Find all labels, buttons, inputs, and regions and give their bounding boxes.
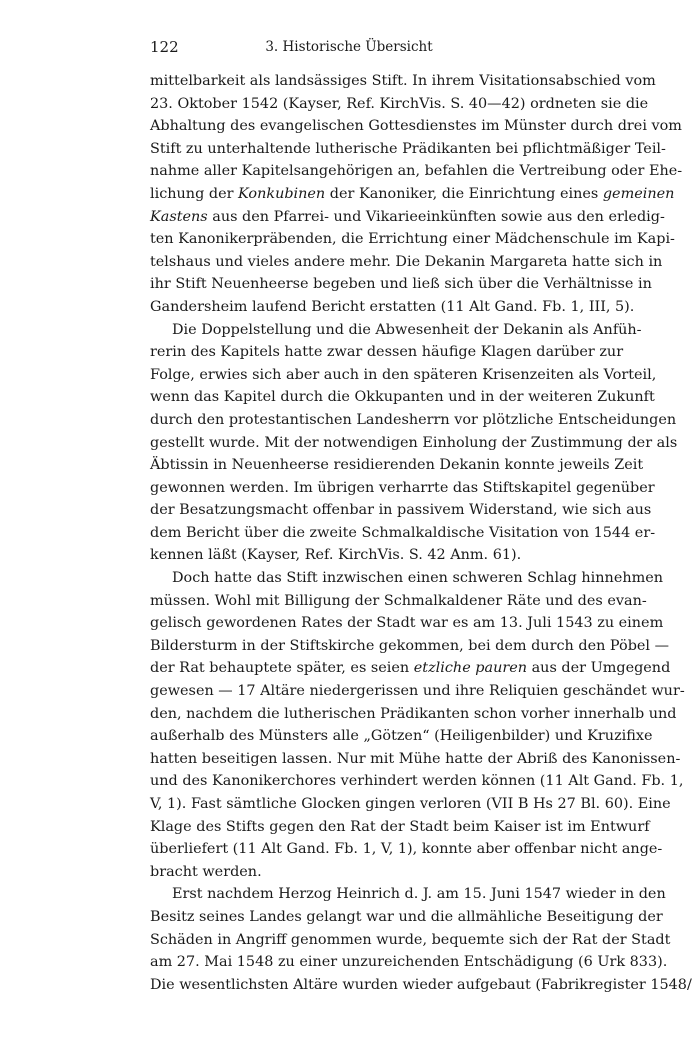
text-line — [150, 138, 666, 161]
text-run: dem Bericht über die zweite Schmalkaldische Visitation von 1544 er- — [150, 524, 656, 541]
text-run: telshaus und vieles andere mehr. Die Dekanin Margareta hatte sich in — [150, 253, 663, 270]
text-run: mittelbarkeit als landsässiges Stift. In ihrem Visitationsabschied vom — [150, 73, 656, 89]
text-line — [150, 251, 663, 274]
text-line — [150, 793, 671, 816]
text-line — [150, 499, 652, 522]
text-line — [150, 70, 656, 93]
text-line — [150, 228, 675, 251]
paragraph — [150, 70, 683, 319]
text-line — [150, 748, 681, 771]
text-line — [150, 477, 655, 500]
text-run: gewesen — 17 Altäre niedergerissen und ihre Reliquien geschändet wur- — [150, 683, 685, 700]
text-run: aus den Pfarrei- und Vikarieeinkünften sowie aus den erledig- — [207, 208, 665, 225]
text-line — [150, 906, 663, 929]
text-run: durch den protestantischen Landesherrn vor plötzliche Entscheidungen — [150, 411, 677, 428]
text-line — [150, 929, 671, 952]
text-run: Die Doppelstellung und die Abwesenheit der Dekanin als Anfüh- — [172, 321, 642, 338]
text-line — [150, 522, 656, 545]
text-run: ihr Stift Neuenheerse begeben und ließ sich über die Verhältnisse in — [150, 276, 652, 293]
text-run: Schäden in Angriff genommen wurde, bequemte sich der Rat der Stadt — [150, 931, 671, 948]
text-line — [150, 206, 665, 229]
text-run: lichung der — [150, 185, 239, 202]
text-run: wenn das Kapitel durch die Okkupanten und in der weiteren Zukunft — [150, 389, 655, 406]
text-line — [150, 93, 649, 116]
text-line — [150, 319, 642, 342]
text-run: 23. Oktober 1542 (Kayser, Ref. KirchVis. S. 40—42) ordneten sie die — [150, 95, 649, 112]
text-line — [150, 883, 666, 906]
text-run: rerin des Kapitels hatte zwar dessen häufige Klagen darüber zur — [150, 344, 624, 361]
text-run: bracht werden. — [150, 863, 262, 880]
text-line — [150, 657, 671, 680]
text-line — [150, 567, 664, 590]
text-line — [150, 544, 548, 567]
text-line — [150, 635, 669, 658]
text-run: den, nachdem die lutherischen Prädikanten schon vorher innerhalb und — [150, 705, 677, 722]
text-line — [150, 680, 685, 703]
text-run: V, 1). Fast sämtliche Glocken gingen verloren (VII B Hs 27 Bl. 60). Eine — [150, 796, 671, 812]
paragraph — [150, 319, 678, 568]
text-run: kennen läßt (Kayser, Ref. KirchVis. S. 42 Anm. 61). — [150, 547, 522, 564]
text-run: Folge, erwies sich aber auch in den späteren Krisenzeiten als Vorteil, — [150, 366, 657, 383]
text-line — [150, 273, 652, 296]
text-run: gelisch gewordenen Rates der Stadt war es am 13. Juli 1543 zu einem — [150, 615, 664, 632]
text-run: Klage des Stifts gegen den Rat der Stadt beim Kaiser ist im Entwurf — [150, 818, 650, 835]
text-line — [150, 725, 653, 748]
text-line — [150, 861, 548, 884]
text-run: überliefert (11 Alt Gand. Fb. 1, V, 1), konnte aber offenbar nicht ange- — [150, 841, 663, 858]
text-line — [150, 183, 675, 206]
text-run: aus der Umgegend — [527, 660, 671, 677]
text-run: Gandersheim laufend Bericht erstatten (11 Alt Gand. Fb. 1, III, 5). — [150, 298, 635, 315]
text-run: am 27. Mai 1548 zu einer unzureichenden Entschädigung (6 Urk 833). — [150, 954, 668, 971]
text-run: Bildersturm in der Stiftskirche gekommen, bei dem durch den Pöbel — — [150, 637, 669, 654]
text-run: der Kanoniker, die Einrichtung eines — [325, 185, 603, 202]
text-line — [150, 341, 624, 364]
text-line — [150, 296, 635, 319]
text-run: Erst nachdem Herzog Heinrich d. J. am 15. Juni 1547 wieder in den — [172, 886, 666, 903]
page-header — [150, 38, 548, 62]
text-run: nahme aller Kapitelsangehörigen an, befahlen die Vertreibung oder Ehe- — [150, 163, 683, 180]
paragraph — [150, 567, 685, 883]
text-run: und des Kanonikerchores verhindert werden können (11 Alt Gand. Fb. 1, — [150, 773, 684, 790]
text-run: gewonnen werden. Im übrigen verharrte das Stiftskapitel gegenüber — [150, 479, 655, 496]
text-line — [150, 703, 677, 726]
text-line — [150, 115, 682, 138]
text-run: müssen. Wohl mit Billigung der Schmalkaldener Räte und des evan- — [150, 592, 647, 609]
text-line — [150, 816, 650, 839]
text-line — [150, 974, 692, 997]
text-run: Abhaltung des evangelischen Gottesdienstes im Münster durch drei vom — [150, 118, 682, 135]
body-text — [150, 70, 692, 996]
text-line — [150, 838, 663, 861]
text-run: Die wesentlichsten Altäre wurden wieder aufgebaut (Fabrikregister 1548/ — [150, 976, 692, 993]
text-run: ten Kanonikerpräbenden, die Errichtung einer Mädchenschule im Kapi- — [150, 231, 675, 248]
text-line — [150, 770, 684, 793]
text-run: Äbtissin in Neuenheerse residierenden Dekanin konnte jeweils Zeit — [150, 457, 644, 474]
text-run: hatten beseitigen lassen. Nur mit Mühe hatte der Abriß des Kanonissen- — [150, 750, 681, 767]
text-line — [150, 454, 644, 477]
text-line — [150, 386, 655, 409]
text-run: der Besatzungsmacht offenbar in passivem Widerstand, wie sich aus — [150, 502, 652, 519]
text-run: gestellt wurde. Mit der notwendigen Einholung der Zustimmung der als — [150, 434, 678, 451]
italic-term: etzliche pauren — [413, 660, 528, 677]
italic-term: Konkubinen — [238, 185, 326, 202]
text-line — [150, 590, 647, 613]
italic-term: gemeinen — [602, 185, 675, 202]
text-run: Doch hatte das Stift inzwischen einen schweren Schlag hinnehmen — [172, 570, 664, 587]
paragraph — [150, 883, 692, 996]
text-line — [150, 409, 677, 432]
text-run: außerhalb des Münsters alle „Götzen“ (Heiligenbilder) und Kruzifixe — [150, 728, 653, 745]
text-run: Besitz seines Landes gelangt war und die allmähliche Beseitigung der — [150, 908, 663, 925]
italic-term: Kastens — [150, 208, 208, 225]
text-line — [150, 160, 683, 183]
text-line — [150, 432, 678, 455]
text-line — [150, 612, 664, 635]
page-number: 122 — [150, 38, 179, 56]
text-line — [150, 951, 668, 974]
running-head: 3. Historische Übersicht — [265, 39, 433, 55]
text-line — [150, 364, 657, 387]
text-run: Stift zu unterhaltende lutherische Prädikanten bei pflichtmäßiger Teil- — [150, 140, 666, 157]
text-run: der Rat behauptete später, es seien — [150, 660, 414, 677]
